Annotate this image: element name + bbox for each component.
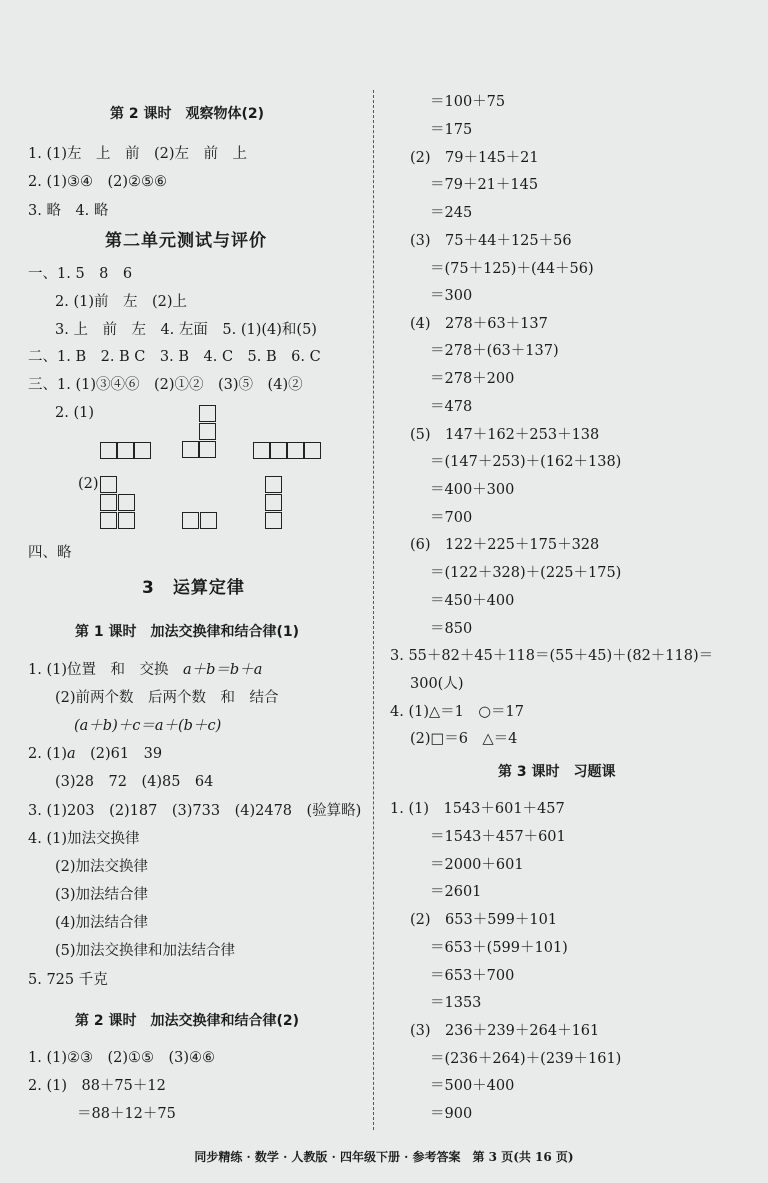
answer-line: 1. (1)②③ (2)①⑤ (3)④⑥ — [28, 1050, 216, 1066]
lesson-title: 第 3 课时 习题课 — [498, 764, 616, 780]
answer-line: ＝300 — [430, 288, 473, 304]
answer-line: 2. (1)前 左 (2)上 — [55, 294, 188, 310]
answer-line: (2) 653＋599＋101 — [410, 912, 558, 928]
answer-line: (2) — [78, 476, 99, 492]
answer-line: ＝2000＋601 — [430, 857, 524, 873]
answer-line: 1. (1)左 上 前 (2)左 前 上 — [28, 146, 248, 162]
answer-line: 1. (1)位置 和 交换 a＋b＝b＋a — [28, 662, 263, 678]
answer-line: 2. (1)③④ (2)②⑤⑥ — [28, 174, 168, 190]
answer-line: (2) 79＋145＋21 — [410, 150, 539, 166]
answer-line: ＝500＋400 — [430, 1078, 515, 1094]
answer-line: ＝175 — [430, 122, 473, 138]
answer-line: ＝653＋700 — [430, 968, 515, 984]
answer-line: (3) 75＋44＋125＋56 — [410, 233, 572, 249]
answer-line: 3. 上 前 左 4. 左面 5. (1)(4)和(5) — [55, 322, 317, 338]
answer-line: (2)前两个数 后两个数 和 结合 — [55, 690, 279, 706]
answer-line: ＝88＋12＋75 — [77, 1106, 176, 1122]
answer-line: (6) 122＋225＋175＋328 — [410, 537, 600, 553]
answer-line: (5)加法交换律和加法结合律 — [55, 943, 236, 959]
answer-line: (4)加法结合律 — [55, 915, 149, 931]
answer-line: (3) 236＋239＋264＋161 — [410, 1023, 600, 1039]
answer-line: ＝653＋(599＋101) — [430, 940, 568, 956]
answer-line: 二、1. B 2. B C 3. B 4. C 5. B 6. C — [28, 349, 321, 365]
answer-line: ＝100＋75 — [430, 94, 506, 110]
answer-line: ＝1543＋457＋601 — [430, 829, 566, 845]
answer-line: 三、1. (1)③④⑥ (2)①② (3)⑤ (4)② — [28, 377, 303, 393]
answer-line: 3. 55＋82＋45＋118＝(55＋45)＋(82＋118)＝ — [390, 648, 714, 664]
answer-line: (a＋b)＋c＝a＋(b＋c) — [74, 718, 222, 734]
answer-line: 300(人) — [410, 676, 464, 692]
answer-line: ＝278＋200 — [430, 371, 515, 387]
answer-line: 四、略 — [28, 545, 72, 561]
answer-line: ＝450＋400 — [430, 593, 515, 609]
column-divider — [373, 90, 374, 1130]
answer-line: ＝(122＋328)＋(225＋175) — [430, 565, 622, 581]
answer-line: ＝2601 — [430, 884, 482, 900]
answer-line: 5. 725 千克 — [28, 972, 108, 988]
unit-title: 第二单元测试与评价 — [105, 231, 267, 251]
answer-line: ＝278＋(63＋137) — [430, 343, 559, 359]
page-footer: 同步精练 · 数学 · 人教版 · 四年级下册 · 参考答案 第 3 页(共 16 页) — [194, 1150, 574, 1164]
answer-line: 4. (1)加法交换律 — [28, 831, 140, 847]
lesson-title: 第 2 课时 观察物体(2) — [110, 106, 265, 122]
answer-line: ＝478 — [430, 399, 473, 415]
answer-line: ＝900 — [430, 1106, 473, 1122]
answer-line: 3. (1)203 (2)187 (3)733 (4)2478 (验算略) — [28, 803, 362, 819]
answer-line: 2. (1) 88＋75＋12 — [28, 1078, 166, 1094]
answer-line: ＝850 — [430, 621, 473, 637]
answer-line: (5) 147＋162＋253＋138 — [410, 427, 600, 443]
answer-line: ＝(236＋264)＋(239＋161) — [430, 1051, 622, 1067]
answer-line: 2. (1)a (2)61 39 — [28, 746, 163, 762]
answer-line: ＝245 — [430, 205, 473, 221]
answer-line: ＝(147＋253)＋(162＋138) — [430, 454, 622, 470]
answer-line: ＝1353 — [430, 995, 482, 1011]
answer-line: (2)加法交换律 — [55, 859, 149, 875]
answer-line: ＝700 — [430, 510, 473, 526]
answer-line: ＝79＋21＋145 — [430, 177, 539, 193]
answer-line: (4) 278＋63＋137 — [410, 316, 548, 332]
answer-line: 2. (1) — [55, 405, 94, 421]
lesson-title: 第 2 课时 加法交换律和结合律(2) — [75, 1013, 300, 1029]
answer-line: (3)加法结合律 — [55, 887, 149, 903]
answer-line: 一、1. 5 8 6 — [28, 266, 133, 282]
answer-line: 1. (1) 1543＋601＋457 — [390, 801, 565, 817]
answer-line: ＝(75＋125)＋(44＋56) — [430, 261, 594, 277]
unit-title: 3 运算定律 — [142, 578, 245, 598]
answer-line: 3. 略 4. 略 — [28, 203, 109, 219]
answer-line: ＝400＋300 — [430, 482, 515, 498]
answer-line: (2)□＝6 △＝4 — [410, 731, 518, 747]
answer-line: (3)28 72 (4)85 64 — [55, 774, 214, 790]
answer-line: 4. (1)△＝1 ○＝17 — [390, 704, 524, 720]
lesson-title: 第 1 课时 加法交换律和结合律(1) — [75, 624, 300, 640]
